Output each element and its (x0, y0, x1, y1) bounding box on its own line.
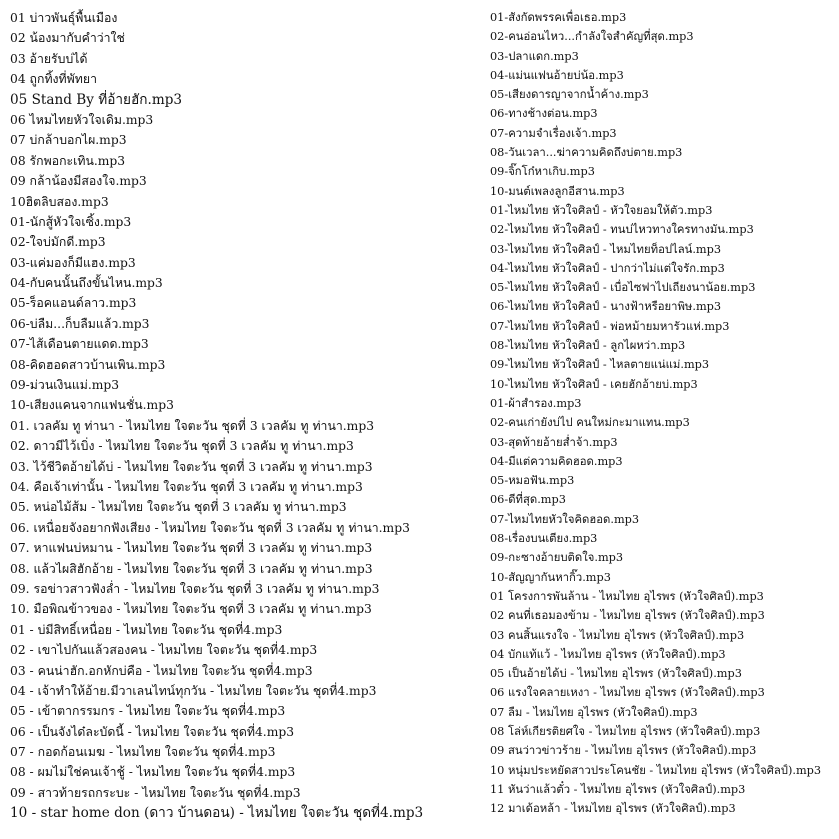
track-line: 04. คือเจ้าเท่านั้น - ไหมไทย ใจตะวัน ชุดที่ 3 เวลคัม ทู ท่านา.mp3 (10, 479, 363, 494)
track-line: 03. ไว้ชีวิตอ้ายได้บ่ - ไหมไทย ใจตะวัน ชุดที่ 3 เวลคัม ทู ท่านา.mp3 (10, 459, 373, 474)
track-line: 08-คิดฮอดสาวบ้านเพิน.mp3 (10, 357, 166, 372)
track-line: 10ฮิตลิบสอง.mp3 (10, 194, 109, 209)
track-line: 06-ดีที่สุด.mp3 (490, 493, 566, 507)
left-track-list (10, 8, 480, 824)
track-line: 08 - ผมไม่ใช่คนเจ้าชู้ - ไหมไทย ใจตะวัน ชุดที่4.mp3 (10, 765, 296, 780)
track-line: 06 แรงใจคลายเหงา - ไหมไทย อุไรพร (หัวใจศิลป์).mp3 (490, 686, 765, 700)
track-line: 08-ไหมไทย หัวใจศิลป์ - ลูกไผหว่า.mp3 (490, 339, 686, 353)
track-line: 07-ไส้เดือนตายแดด.mp3 (10, 337, 149, 352)
track-line: 01 - บ่มีสิทธิ์เหนื่อย - ไหมไทย ใจตะวัน ชุดที่4.mp3 (10, 622, 283, 637)
track-line: 06-ไหมไทย หัวใจศิลป์ - นางฟ้าหรือยาพิษ.mp3 (490, 300, 722, 314)
track-line: 03-แค่มองก็มีแฮง.mp3 (10, 255, 136, 270)
track-line: 09. รอข่าวสาวฟังล่ำ - ไหมไทย ใจตะวัน ชุดที่ 3 เวลคัม ทู ท่านา.mp3 (10, 581, 380, 596)
track-line: 07-ไหมไทยหัวใจคิดฮอด.mp3 (490, 512, 640, 526)
track-line: 04-มีแต่ความคิดฮอด.mp3 (490, 454, 623, 468)
track-line: 09-ไหมไทย หัวใจศิลป์ - ไหลตายแน่แม่.mp3 (490, 358, 710, 372)
track-line: 04 - เจ้าทำให้อ้าย.มีวาเลนไทน์ทุกวัน - ไหมไทย ใจตะวัน ชุดที่4.mp3 (10, 683, 377, 698)
track-line: 07. หาแฟนบ่หมาน - ไหมไทย ใจตะวัน ชุดที่ 3 เวลคัม ทู ท่านา.mp3 (10, 541, 373, 556)
track-line: 05 เป็นอ้ายได้บ่ - ไหมไทย อุไรพร (หัวใจศิลป์).mp3 (490, 667, 742, 681)
track-line: 02. ดาวมีไว้เบิ่ง - ไหมไทย ใจตะวัน ชุดที่ 3 เวลคัม ทู ท่านา.mp3 (10, 439, 354, 454)
track-line: 10. มือพิณข้าวของ - ไหมไทย ใจตะวัน ชุดที่ 3 เวลคัม ทู ท่านา.mp3 (10, 602, 372, 617)
track-line: 06. เหนื่อยจังอยากฟังเสียง - ไหมไทย ใจตะวัน ชุดที่ 3 เวลคัม ทู ท่านา.mp3 (10, 520, 410, 535)
track-line: 09-กะซางอ้ายบติดใจ.mp3 (490, 551, 624, 565)
track-line: 10-ไหมไทย หัวใจศิลป์ - เคยฮักอ้ายบ่.mp3 (490, 377, 698, 391)
track-line: 01. เวลคัม ทู ท่านา - ไหมไทย ใจตะวัน ชุดที่ 3 เวลคัม ทู ท่านา.mp3 (10, 418, 375, 433)
track-line: 07-ไหมไทย หัวใจศิลป์ - พ่อหม้ายมหารัวแห่.mp3 (490, 319, 730, 333)
track-line: 05-เสียงดารญาจากน้ำค้าง.mp3 (490, 88, 649, 102)
track-line: 02 น้องมากับคำว่าใช่ (10, 31, 125, 46)
track-line: 12 มาเด้อหล้า - ไหมไทย อุไรพร (หัวใจศิลป์).mp3 (490, 802, 736, 816)
track-line: 01 บ่าวพันธุ์พื้นเมือง (10, 11, 118, 25)
track-line: 02-คนอ่อนไหว...กำลังใจสำคัญที่สุด.mp3 (490, 30, 694, 44)
track-line: 07 บ่กล้าบอกไผ.mp3 (10, 133, 127, 148)
track-line: 04-ไหมไทย หัวใจศิลป์ - ปากว่าไม่แต่ใจรัก.mp3 (490, 261, 725, 275)
track-line: 08. แล้วไผสิฮักอ้าย - ไหมไทย ใจตะวัน ชุดที่ 3 เวลคัม ทู ท่านา.mp3 (10, 561, 373, 576)
track-line: 04 ถูกทิ้งที่พัทยา (10, 72, 97, 87)
track-line: 03 - คนน่าฮัก.อกหักบ่คือ - ไหมไทย ใจตะวัน ชุดที่4.mp3 (10, 663, 313, 678)
track-line: 04 บักแท้แว้ - ไหมไทย อุไรพร (หัวใจศิลป์).mp3 (490, 647, 726, 661)
track-line: 01-นักสู้หัวใจเซิ้ง.mp3 (10, 214, 132, 229)
track-line: 06 ไหมไทยหัวใจเดิม.mp3 (10, 112, 154, 127)
track-line: 10 หนุ่มประหยัดสาวประโคนชัย - ไหมไทย อุไรพร (หัวใจศิลป์).mp3 (490, 763, 822, 777)
track-line: 10-เสียงแคนจากแฟนชั่น.mp3 (10, 398, 174, 413)
track-line: 08-วันเวลา...ฆ่าความคิดถึงบ่ตาย.mp3 (490, 146, 683, 160)
track-line: 02-ใจบ่มักดี.mp3 (10, 235, 106, 250)
track-line: 02-คนเก่ายังบ่ไป คนใหม่กะมาแทน.mp3 (490, 416, 690, 430)
track-line: 05-ไหมไทย หัวใจศิลป์ - เบื่อไซฟาไปเถียงนาน้อย.mp3 (490, 281, 756, 295)
track-line: 05 Stand By ที่อ้ายฮัก.mp3 (10, 91, 183, 108)
track-line: 01-สังกัดพรรคเพื่อเธอ.mp3 (490, 11, 627, 24)
track-line: 01-ผ้าสำรอง.mp3 (490, 396, 582, 410)
track-line: 07-ความจำเรื่องเจ้า.mp3 (490, 126, 617, 140)
track-line: 06-บ่ลืม...ก็บลืมแล้ว.mp3 (10, 316, 150, 331)
track-line: 03-สุดท้ายอ้ายส่ำจ้า.mp3 (490, 435, 618, 449)
track-line: 03 อ้ายรับบ่ได้ (10, 51, 88, 66)
right-track-list (490, 8, 835, 818)
track-line: 04-กับคนนั้นถึงขั้นไหน.mp3 (10, 276, 163, 291)
track-line: 02 - เขาไปกันแล้วสองคน - ไหมไทย ใจตะวัน ชุดที่4.mp3 (10, 643, 318, 658)
track-line: 01 โครงการพันล้าน - ไหมไทย อุไรพร (หัวใจศิลป์).mp3 (490, 589, 764, 603)
track-line: 08 โล่ห์เกียรติยศใจ - ไหมไทย อุไรพร (หัวใจศิลป์).mp3 (490, 724, 761, 738)
track-line: 06-ทางช้างต่อน.mp3 (490, 107, 598, 121)
track-line: 09-ม่วนเงินแม่.mp3 (10, 378, 120, 393)
track-line: 02-ไหมไทย หัวใจศิลป์ - ทนบ่ไหวทางใครทางมัน.mp3 (490, 223, 754, 237)
track-line: 02 คนที่เธอมองข้าม - ไหมไทย อุไรพร (หัวใจศิลป์).mp3 (490, 609, 765, 623)
track-line: 01-ไหมไทย หัวใจศิลป์ - หัวใจยอมให้ตัว.mp3 (490, 203, 713, 217)
track-line: 08 รักพอกะเทิน.mp3 (10, 153, 126, 168)
track-line: 10-สัญญากันหากิ๊ว.mp3 (490, 570, 611, 584)
track-line: 08-เรื่องบนเตียง.mp3 (490, 532, 598, 546)
track-line: 07 - กอดก้อนเมฆ - ไหมไทย ใจตะวัน ชุดที่4.mp3 (10, 745, 276, 760)
track-line: 05-ร็อคแอนด์ลาว.mp3 (10, 296, 137, 311)
track-line: 10 - star home don (ดาว บ้านดอน) - ไหมไทย ใจตะวัน ชุดที่4.mp3 (10, 805, 424, 822)
track-line: 05 - เข้าตากรรมกร - ไหมไทย ใจตะวัน ชุดที่4.mp3 (10, 704, 286, 719)
track-line: 09 กล้าน้องมีสองใจ.mp3 (10, 174, 147, 189)
track-line: 09 - สาวท้ายรถกระบะ - ไหมไทย ใจตะวัน ชุดที่4.mp3 (10, 785, 301, 800)
track-line: 03-ไหมไทย หัวใจศิลป์ - ไหมไทยท็อปไลน์.mp3 (490, 242, 722, 256)
track-line: 03 คนสิ้นแรงใจ - ไหมไทย อุไรพร (หัวใจศิลป์).mp3 (490, 628, 745, 642)
track-line: 07 ลืม - ไหมไทย อุไรพร (หัวใจศิลป์).mp3 (490, 705, 698, 719)
track-line: 09 สนว่าวข่าวร้าย - ไหมไทย อุไรพร (หัวใจศิลป์).mp3 (490, 744, 757, 758)
track-line: 11 หันว่าแล้วตั๋ว - ไหมไทย อุไรพร (หัวใจศิลป์).mp3 (490, 782, 746, 796)
track-line: 09-จิ๊กโก๋หาเกิบ.mp3 (490, 165, 595, 179)
track-line: 03-ปลาแดก.mp3 (490, 49, 579, 63)
track-line: 05-หมอฟัน.mp3 (490, 474, 575, 488)
track-line: 04-แม่นแฟนอ้ายบ่น้อ.mp3 (490, 68, 624, 82)
track-line: 05. หน่อไม้ส้ม - ไหมไทย ใจตะวัน ชุดที่ 3 เวลคัม ทู ท่านา.mp3 (10, 500, 347, 515)
track-line: 10-มนต์เพลงลูกอีสาน.mp3 (490, 184, 625, 198)
track-line: 06 - เป็นจังได๋ละบัดนี้ - ไหมไทย ใจตะวัน ชุดที่4.mp3 (10, 724, 295, 739)
